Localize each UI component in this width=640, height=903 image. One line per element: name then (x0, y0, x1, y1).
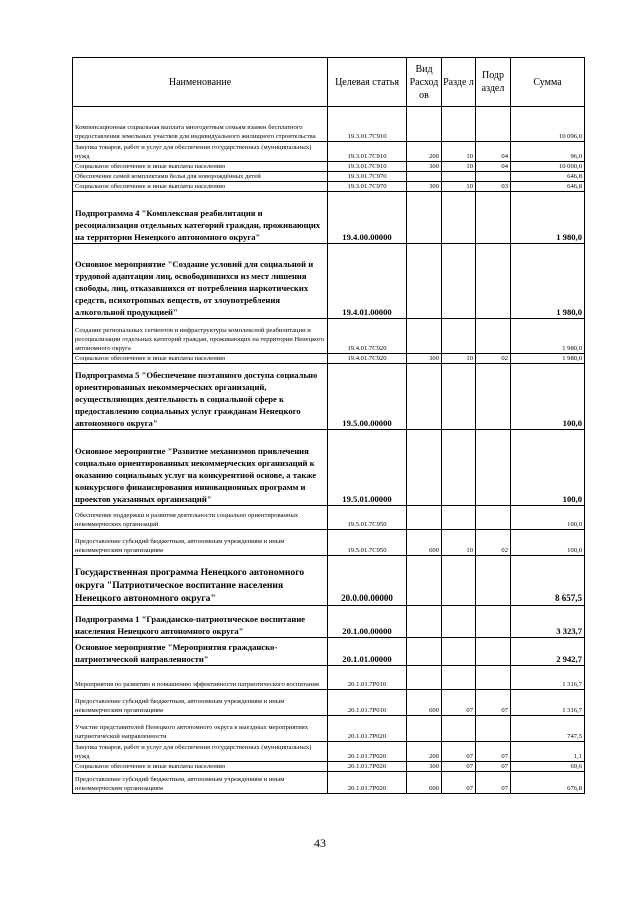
row-target: 19.3.01.7С910 (328, 142, 407, 162)
row-sum: 96,0 (511, 142, 585, 162)
row-section (442, 192, 476, 244)
page-number: 43 (314, 836, 326, 850)
table-row (73, 142, 585, 162)
table-header-row (73, 58, 585, 107)
row-expense-type: 200 (407, 142, 442, 162)
row-sum: 100,0 (511, 530, 585, 556)
row-expense-type: 300 (407, 182, 442, 192)
header-sum: Сумма (511, 58, 585, 107)
row-name: Социальное обеспечение и иные выплаты населению (73, 762, 328, 772)
row-expense-type (407, 716, 442, 742)
row-expense-type (407, 430, 442, 506)
row-target: 20.0.00.00000 (328, 556, 407, 606)
row-name: Основное мероприятие "Развитие механизмов привлечения социально ориентированных некоммерческих организаций к оказанию социальных услуг на конкурентной основе, а также конкурсного финансирования инновационных программ и проектов указанных организаций" (73, 430, 328, 506)
row-name: Предоставление субсидий бюджетным, автономным учреждениям и иным некоммерческим организациям (73, 690, 328, 716)
row-subsection (476, 364, 511, 430)
row-sum: 1 980,0 (511, 354, 585, 364)
row-expense-type (407, 107, 442, 142)
table-row (73, 172, 585, 182)
row-target: 20.1.01.00000 (328, 638, 407, 666)
row-subsection (476, 430, 511, 506)
table-row (73, 742, 585, 762)
row-sum: 69,6 (511, 762, 585, 772)
row-target: 19.4.01.7С920 (328, 354, 407, 364)
row-target: 19.3.01.7С970 (328, 182, 407, 192)
row-expense-type (407, 244, 442, 319)
row-subsection: 07 (476, 742, 511, 762)
row-sum: 646,8 (511, 172, 585, 182)
row-sum: 676,8 (511, 772, 585, 794)
row-name: Предоставление субсидий бюджетным, автономным учреждениям и иным некоммерческим организациям (73, 530, 328, 556)
row-subsection (476, 172, 511, 182)
row-name: Подпрограмма 5 "Обеспечение поэтапного доступа социально ориентированных некоммерческих организаций, осуществляющих деятельность в социальной сфере к предоставлению социальных услуг гражданам Ненецкого автономного округа" (73, 364, 328, 430)
row-name: Подпрограмма 1 "Гражданско-патриотическое воспитание населения Ненецкого автономного округа" (73, 606, 328, 638)
row-section: 07 (442, 772, 476, 794)
table-row-main-activity (73, 244, 585, 319)
row-name: Подпрограмма 4 "Комплексная реабилитация и ресоциализация отдельных категорий граждан, проживающих на территории Ненецкого автономного округа" (73, 192, 328, 244)
row-name: Основное мероприятие "Создание условий для социальной и трудовой адаптации лиц, освободившихся из мест лишения свободы, лиц, отказавшихся от потребления наркотических средств, психотропных веществ, от злоупотребления алкогольной продукцией" (73, 244, 328, 319)
row-expense-type (407, 192, 442, 244)
table-row-main-activity (73, 430, 585, 506)
row-name: Закупка товаров, работ и услуг для обеспечения государственных (муниципальных) нужд (73, 142, 328, 162)
row-section: 07 (442, 690, 476, 716)
row-section (442, 716, 476, 742)
row-expense-type (407, 364, 442, 430)
row-target: 19.5.01.00000 (328, 430, 407, 506)
row-name: Государственная программа Ненецкого автономного округа "Патриотическое воспитание населения Ненецкого автономного округа" (73, 556, 328, 606)
table-row-main-activity (73, 638, 585, 666)
row-target: 19.4.01.7С920 (328, 319, 407, 354)
row-section: 10 (442, 530, 476, 556)
row-section: 10 (442, 182, 476, 192)
row-sum: 2 942,7 (511, 638, 585, 666)
row-expense-type: 600 (407, 530, 442, 556)
row-expense-type: 300 (407, 762, 442, 772)
row-subsection: 07 (476, 690, 511, 716)
row-section: 07 (442, 762, 476, 772)
row-target: 20.1.01.7Р010 (328, 690, 407, 716)
row-name: Закупка товаров, работ и услуг для обеспечения государственных (муниципальных) нужд (73, 742, 328, 762)
row-sum: 100,0 (511, 364, 585, 430)
row-expense-type: 300 (407, 162, 442, 172)
header-subsection: Подр аздел (476, 58, 511, 107)
row-sum: 1 316,7 (511, 666, 585, 690)
row-name: Компенсационная социальная выплата многодетным семьям взамен бесплатного предоставления земельных участков для индивидуального жилищного строительства (73, 107, 328, 142)
row-expense-type (407, 319, 442, 354)
header-section: Разде л (442, 58, 476, 107)
header-target: Целевая статья (328, 58, 407, 107)
row-section (442, 506, 476, 530)
row-sum: 1,1 (511, 742, 585, 762)
row-subsection (476, 638, 511, 666)
row-section (442, 364, 476, 430)
row-sum: 3 323,7 (511, 606, 585, 638)
row-section (442, 556, 476, 606)
table-row (73, 182, 585, 192)
row-expense-type (407, 666, 442, 690)
row-target: 20.1.01.7Р020 (328, 716, 407, 742)
row-sum: 8 657,5 (511, 556, 585, 606)
row-target: 19.5.00.00000 (328, 364, 407, 430)
row-subsection (476, 556, 511, 606)
row-subsection (476, 716, 511, 742)
row-section (442, 172, 476, 182)
row-subsection: 07 (476, 772, 511, 794)
row-target: 19.4.00.00000 (328, 192, 407, 244)
row-subsection: 03 (476, 182, 511, 192)
table-row (73, 690, 585, 716)
row-subsection (476, 192, 511, 244)
row-subsection: 02 (476, 530, 511, 556)
row-section (442, 606, 476, 638)
table-row (73, 354, 585, 364)
row-sum: 646,8 (511, 182, 585, 192)
row-name: Обеспечение семей комплектами белья для новорождённых детей (73, 172, 328, 182)
row-section: 10 (442, 354, 476, 364)
row-target: 19.5.01.7С950 (328, 530, 407, 556)
row-target: 20.1.00.00000 (328, 606, 407, 638)
budget-table (72, 57, 585, 794)
row-section: 07 (442, 742, 476, 762)
row-section: 10 (442, 162, 476, 172)
table-row (73, 506, 585, 530)
row-sum: 100,0 (511, 430, 585, 506)
table-row (73, 666, 585, 690)
table-row (73, 530, 585, 556)
row-name: Социальное обеспечение и иные выплаты населению (73, 354, 328, 364)
row-name: Основное мероприятие "Мероприятия гражданско-патриотической направленности" (73, 638, 328, 666)
row-section (442, 430, 476, 506)
table-row (73, 772, 585, 794)
table-row (73, 107, 585, 142)
row-subsection (476, 107, 511, 142)
row-sum: 1 980,0 (511, 244, 585, 319)
row-target: 20.1.01.7Р020 (328, 742, 407, 762)
row-target: 19.3.01.7С970 (328, 172, 407, 182)
row-expense-type (407, 638, 442, 666)
row-name: Создание региональных сегментов и инфраструктуры комплексной реабилитации и ресоциализации отдельных категорий граждан, проживающих на территории Ненецкого автономного округа (73, 319, 328, 354)
row-section (442, 638, 476, 666)
header-name: Наименование (73, 58, 328, 107)
row-target: 19.3.01.7С910 (328, 162, 407, 172)
table-row-state-program (73, 556, 585, 606)
row-sum: 747,5 (511, 716, 585, 742)
table-row (73, 162, 585, 172)
table-row-subprogram (73, 364, 585, 430)
row-sum: 10 096,0 (511, 107, 585, 142)
row-name: Участие представителей Ненецкого автономного округа в выездных мероприятиях патриотической направленности (73, 716, 328, 742)
row-subsection (476, 606, 511, 638)
row-name: Предоставление субсидий бюджетным, автономным учреждениям и иным некоммерческим организациям (73, 772, 328, 794)
row-expense-type (407, 172, 442, 182)
row-expense-type: 600 (407, 772, 442, 794)
row-section: 10 (442, 142, 476, 162)
row-section (442, 244, 476, 319)
table-row (73, 716, 585, 742)
row-name: Обеспечение поддержки и развития деятельности социально ориентированных некоммерческих организаций (73, 506, 328, 530)
row-expense-type (407, 556, 442, 606)
row-expense-type: 200 (407, 742, 442, 762)
table-row (73, 762, 585, 772)
row-target: 19.4.01.00000 (328, 244, 407, 319)
row-subsection: 04 (476, 162, 511, 172)
row-subsection: 02 (476, 354, 511, 364)
row-subsection (476, 319, 511, 354)
row-target: 20.1.01.7Р020 (328, 762, 407, 772)
row-target: 20.1.01.7Р010 (328, 666, 407, 690)
row-expense-type (407, 606, 442, 638)
row-section (442, 666, 476, 690)
row-expense-type (407, 506, 442, 530)
row-name: Социальное обеспечение и иные выплаты населению (73, 182, 328, 192)
table-row-subprogram (73, 192, 585, 244)
table-row-subprogram (73, 606, 585, 638)
row-expense-type: 300 (407, 354, 442, 364)
row-target: 20.1.01.7Р020 (328, 772, 407, 794)
row-section (442, 319, 476, 354)
row-sum: 1 980,0 (511, 319, 585, 354)
row-sum: 1 980,0 (511, 192, 585, 244)
table-row (73, 319, 585, 354)
row-sum: 10 000,0 (511, 162, 585, 172)
row-section (442, 107, 476, 142)
row-sum: 1 316,7 (511, 690, 585, 716)
header-expense-type: Вид Расход ов (407, 58, 442, 107)
row-target: 19.3.01.7С910 (328, 107, 407, 142)
row-subsection: 07 (476, 762, 511, 772)
row-target: 19.5.01.7С950 (328, 506, 407, 530)
row-subsection: 04 (476, 142, 511, 162)
row-name: Мероприятия по развитию и повышению эффективности патриотического воспитания (73, 666, 328, 690)
row-name: Социальное обеспечение и иные выплаты населению (73, 162, 328, 172)
row-expense-type: 600 (407, 690, 442, 716)
row-subsection (476, 666, 511, 690)
row-sum: 100,0 (511, 506, 585, 530)
row-subsection (476, 244, 511, 319)
row-subsection (476, 506, 511, 530)
